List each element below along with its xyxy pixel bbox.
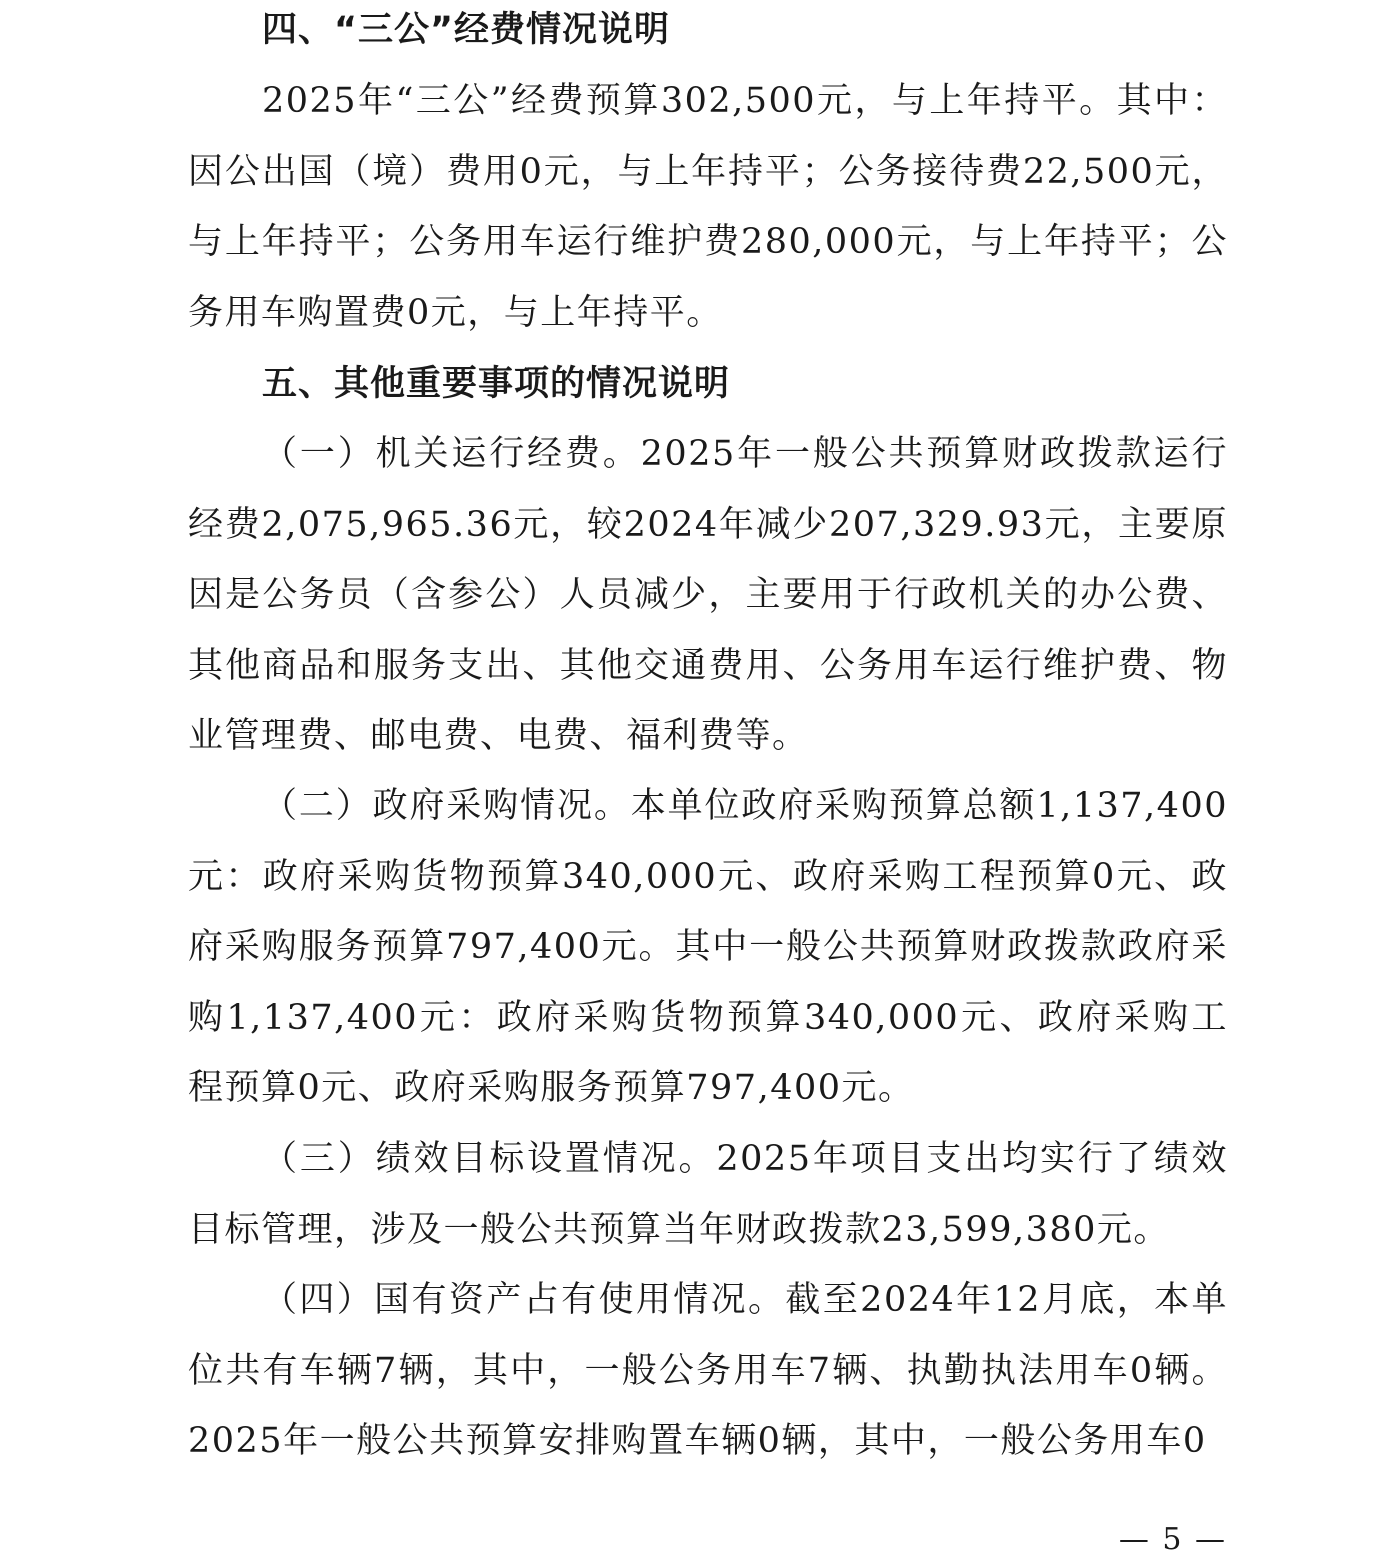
- state-assets-paragraph: [188, 1265, 1228, 1477]
- state-assets-text: 截至2024年12月底，本单位共有车辆7辆，其中，一般公务用车7辆、执勤执法用车0辆。2025年一般公共预算安排购置车辆0辆，其中，一般公务用车0: [188, 1280, 1228, 1461]
- operating-expenses-lead: （一）机关运行经费。: [262, 434, 641, 474]
- page-number: — 5 —: [1118, 1522, 1227, 1557]
- section-five-heading: 五、其他重要事项的情况说明: [262, 364, 731, 404]
- operating-expenses-text: 2025年一般公共预算财政拨款运行经费2,075,965.36元，较2024年减少207,329.93元，主要原因是公务员（含参公）人员减少，主要用于行政机关的办公费、其他商品和服务支出、其他交通费用、公务用车运行维护费、物业管理费、邮电费、电费、福利费等。: [188, 434, 1228, 756]
- performance-paragraph: [188, 1124, 1228, 1265]
- procurement-lead: （二）政府采购情况。: [262, 786, 631, 826]
- procurement-text: 本单位政府采购预算总额1,137,400元：政府采购货物预算340,000元、政府采购工程预算0元、政府采购服务预算797,400元。其中一般公共预算财政拨款政府采购1,137,400元：政府采购货物预算340,000元、政府采购工程预算0元、政府采购服务预算797,400元。: [188, 786, 1228, 1108]
- performance-text: 2025年项目支出均实行了绩效目标管理，涉及一般公共预算当年财政拨款23,599,380元。: [188, 1139, 1228, 1250]
- section-four-paragraph: 2025年“三公”经费预算302,500元，与上年持平。其中：因公出国（境）费用0元，与上年持平；公务接待费22,500元，与上年持平；公务用车运行维护费280,000元，与上年持平；公务用车购置费0元，与上年持平。: [188, 81, 1228, 333]
- state-assets-lead: （四）国有资产占有使用情况。: [262, 1280, 786, 1320]
- procurement-paragraph: [188, 771, 1228, 1124]
- operating-expenses-paragraph: [188, 419, 1228, 772]
- section-four-heading: 四、“三公”经费情况说明: [262, 10, 671, 50]
- performance-lead: （三）绩效目标设置情况。: [262, 1139, 717, 1179]
